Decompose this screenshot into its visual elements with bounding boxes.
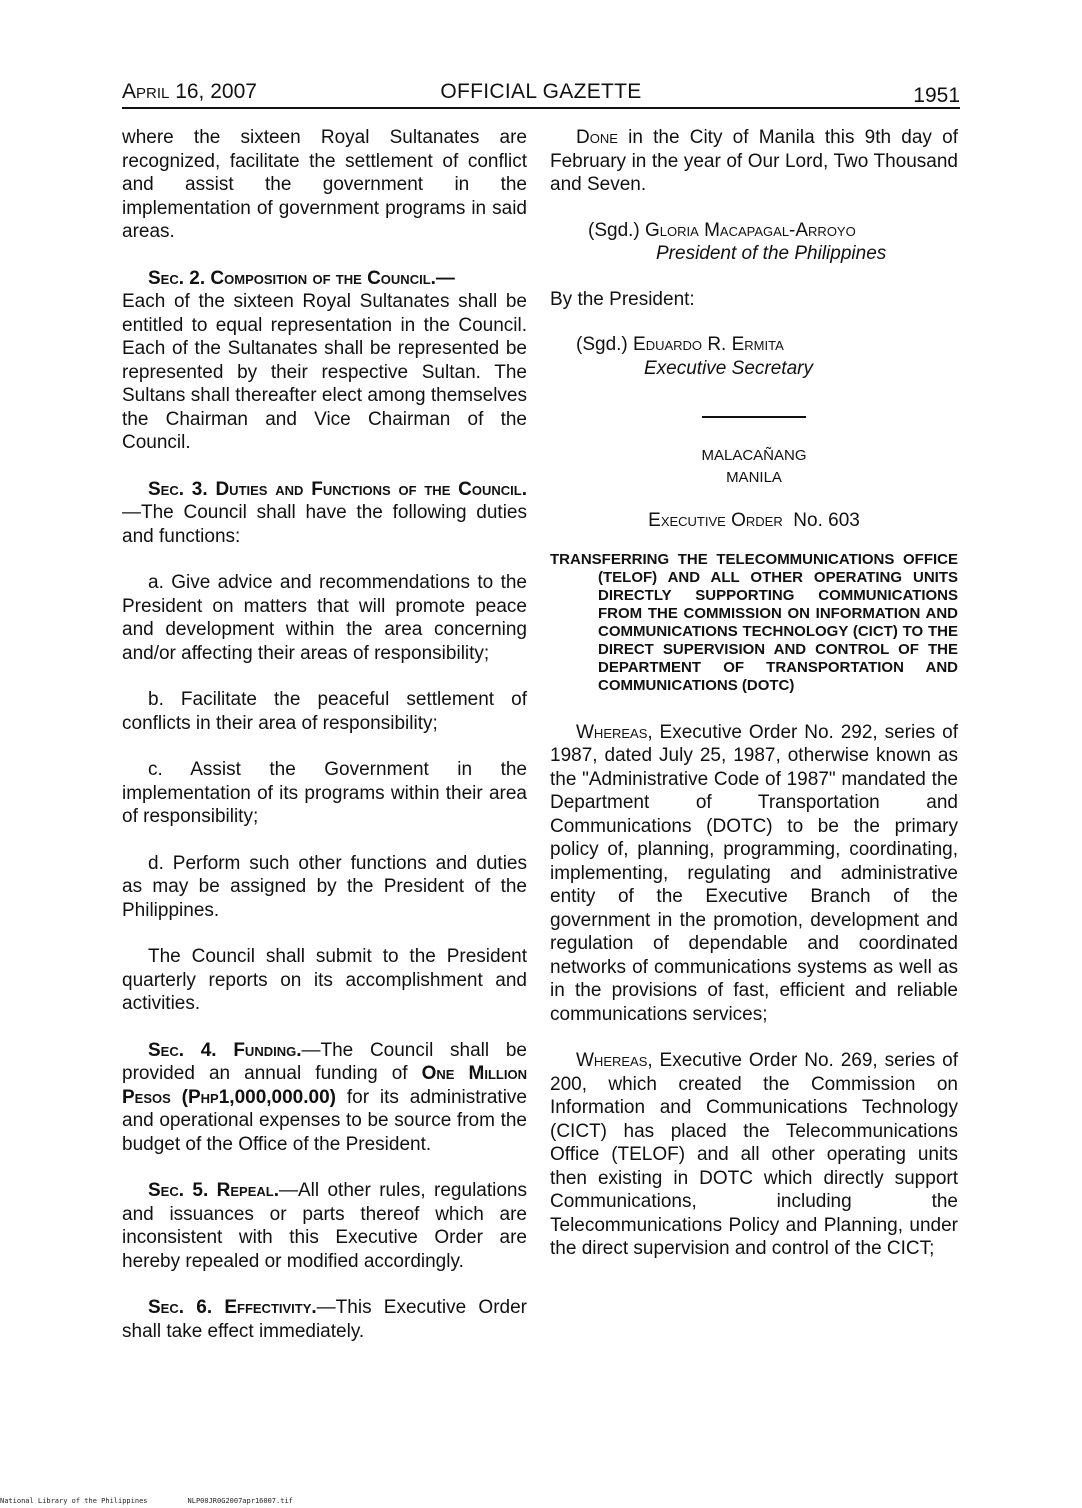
section-6-body: —This Executive Order shall take effect immediately. (122, 1297, 527, 1342)
done-label: Done (576, 127, 618, 148)
right-column (550, 126, 958, 1261)
section-6-heading: Sec. 6. Effectivity. (148, 1297, 317, 1318)
section-4 (122, 1039, 527, 1157)
section-3-body: —The Council shall have the following duties and functions: (122, 502, 527, 547)
by-the-president: By the President: (550, 288, 695, 310)
secretary-title: Executive Secretary (644, 357, 813, 379)
whereas-paragraph-1 (550, 721, 958, 1027)
city-name: MANILA (726, 469, 782, 486)
publication-title: OFFICIAL GAZETTE (440, 80, 642, 103)
president-title: President of the Philippines (656, 243, 887, 264)
whereas-1-body: Executive Order No. 292, series of 1987, dated July 25, 1987, otherwise known as the "Administrative Code of 1987" mandated the Department of Transportation and Communications (DOTC) to be the primary policy of, planning, programming, coordinating, implementing, regulating and administrative entity of the Executive Branch of the government in the promotion, development and regulation of dependable and coordinated networks of communications systems as well as in the provisions of fast, efficient and reliable communications services; (550, 721, 958, 1025)
palace-name: MALACAÑANG (701, 447, 807, 464)
whereas-label: Whereas, (576, 1050, 653, 1071)
section-divider (702, 416, 806, 418)
sgd-prefix: (Sgd.) (588, 219, 646, 241)
left-column (122, 126, 527, 1343)
president-signature (588, 219, 958, 243)
section-3-heading: Sec. 3. Duties and Functions of the Council. (148, 478, 527, 500)
section-5 (122, 1179, 527, 1273)
eo-number: No. 603 (793, 510, 860, 531)
whereas-paragraph-2 (550, 1049, 958, 1261)
page-header (122, 80, 960, 108)
executive-order-title: TRANSFERRING THE TELECOMMUNICATIONS OFFICE (TELOF) AND ALL OTHER OPERATING UNITS DIRECTLY SUPPORTING COMMUNICATIONS FROM THE COMMISSION ON INFORMATION AND COMMUNICATIONS TECHNOLOGY (CICT) TO THE DIRECT SUPERVISION AND CONTROL OF THE DEPARTMENT OF TRANSPORTATION AND COMMUNICATIONS (DOTC) (550, 550, 958, 694)
scan-footer (0, 1497, 333, 1505)
file-name: NLP00JR0G2007apr16007.tif (187, 1497, 293, 1505)
duty-item-d: d. Perform such other functions and duties as may be assigned by the President of the Philippines. (122, 852, 527, 921)
president-name: Gloria Macapagal-Arroyo (645, 219, 856, 241)
reports-paragraph: The Council shall submit to the President quarterly reports on its accomplishment and activities. (122, 946, 527, 1014)
secretary-name: Eduardo R. Ermita (633, 334, 784, 355)
executive-order-heading (550, 509, 958, 533)
issue-date: April 16, 2007 (122, 80, 257, 103)
page-number: 1951 (913, 84, 960, 107)
section-5-body: —All other rules, regulations and issuances or parts thereof which are inconsistent with this Executive Order are hereby repealed or modified accordingly. (122, 1180, 527, 1272)
duty-item-c: c. Assist the Government in the implementation of its programs within their area of responsibility; (122, 759, 527, 827)
section-5-heading: Sec. 5. Repeal. (148, 1180, 279, 1201)
duty-item-a: a. Give advice and recommendations to the President on matters that will promote peace and development within the area concerning and/or affecting their areas of responsibility; (122, 572, 527, 664)
done-body: in the City of Manila this 9th day of February in the year of Our Lord, Two Thousand and Seven. (550, 127, 958, 195)
sgd-prefix: (Sgd.) (576, 334, 634, 355)
library-name: National Library of the Philippines (0, 1497, 148, 1505)
secretary-signature (576, 333, 958, 357)
section-2-body: Each of the sixteen Royal Sultanates shall be entitled to equal representation in the Council. Each of the Sultanates shall be represented be represented by their respective Sultan. The Sultans shall thereafter elect among themselves the Chairman and Vice Chairman of the Council. (122, 291, 527, 453)
section-3 (122, 478, 527, 549)
header-rule (122, 107, 960, 109)
done-paragraph (550, 126, 958, 197)
section-4-heading: Sec. 4. Funding. (148, 1039, 302, 1061)
eo-label: Executive Order (648, 510, 783, 531)
section-2 (122, 267, 527, 455)
section-2-heading: Sec. 2. Composition of the Council.— (148, 267, 455, 289)
section-4-body-a: —The Council shall be provided an annual funding of (122, 1039, 527, 1084)
section-4-body-b: for its administrative and operational expenses to be source from the budget of the Office of the President. (122, 1086, 527, 1155)
whereas-label: Whereas, (576, 721, 653, 743)
funding-amount: One Million Pesos (Php1,000,000.00) (122, 1063, 527, 1108)
continued-paragraph: where the sixteen Royal Sultanates are recognized, facilitate the settlement of conflict and assist the government in the implementation of government programs in said areas. (122, 127, 527, 242)
whereas-2-body: Executive Order No. 269, series of 200, which created the Commission on Information and Communications Technology (CICT) has placed the Telecommunications Office (TELOF) and all other operating units then existing in DOTC which directly support Communications, including the Telecommunications Policy and Planning, under the direct supervision and control of the CICT; (550, 1050, 958, 1259)
duty-item-b: b. Facilitate the peaceful settlement of conflicts in their area of responsibility; (122, 689, 527, 734)
section-6 (122, 1296, 527, 1343)
